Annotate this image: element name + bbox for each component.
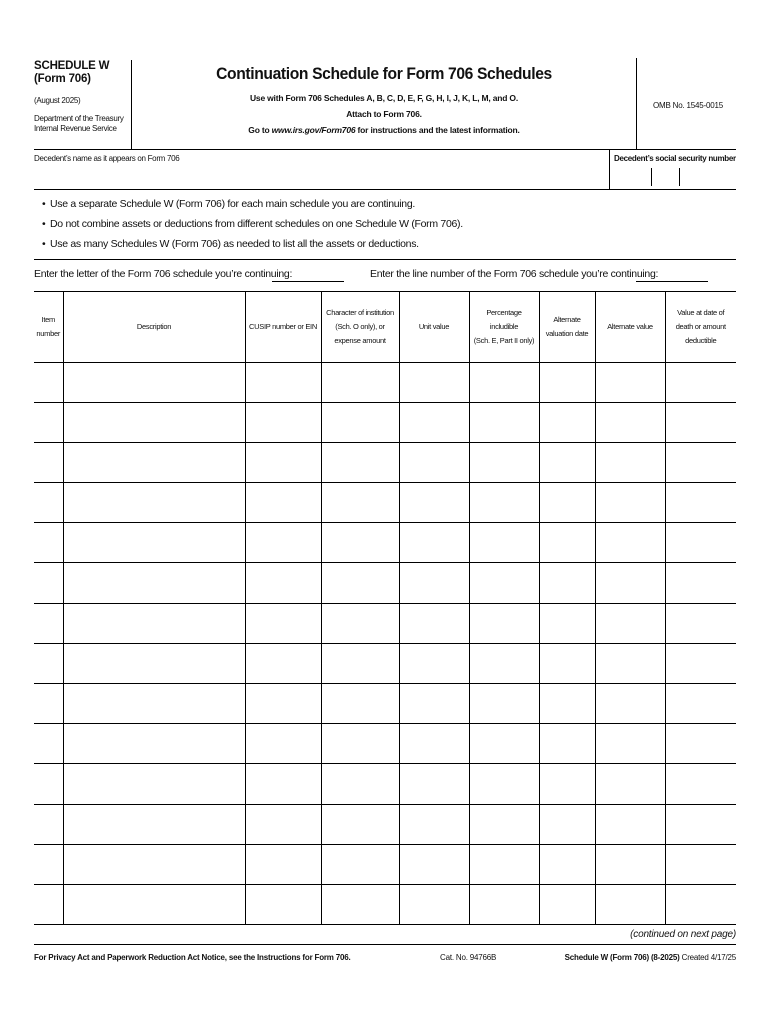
column-header-line: expense amount [334,335,386,345]
cell-cusip-ein[interactable] [245,804,321,844]
form-title: Continuation Schedule for Form 706 Schedules [216,64,552,83]
continued-note: (continued on next page) [34,929,736,945]
cell-character-of-institution[interactable] [321,362,399,402]
cell-value-at-death[interactable] [665,402,736,442]
cell-unit-value[interactable] [399,523,469,563]
omb-number: OMB No. 1545-0015 [653,101,723,110]
line-number-field[interactable] [636,281,708,282]
ssn-field[interactable] [609,150,736,190]
cell-cusip-ein[interactable] [245,442,321,482]
cell-percentage-includible[interactable] [469,643,539,683]
cell-value-at-death[interactable] [665,362,736,402]
column-header-item-number [34,292,63,362]
cell-value-at-death[interactable] [665,563,736,603]
cell-item-number[interactable] [34,684,63,724]
cell-alternate-value[interactable] [595,804,665,844]
column-header-line: Alternate value [607,321,653,331]
cell-alternate-valuation-date[interactable] [539,844,595,884]
table-row [34,563,736,603]
cell-percentage-includible[interactable] [469,884,539,924]
column-header-alternate-value [595,292,665,362]
cell-character-of-institution[interactable] [321,684,399,724]
cell-item-number[interactable] [34,483,63,523]
form-revision-footer: Schedule W (Form 706) (8-2025) Created 4/17/25 [564,953,736,963]
cell-character-of-institution[interactable] [321,483,399,523]
cell-description[interactable] [63,804,245,844]
cell-cusip-ein[interactable] [245,684,321,724]
instructions-list [34,190,736,260]
column-header-line: Character of institution [326,307,394,317]
table-row [34,724,736,764]
cell-character-of-institution[interactable] [321,804,399,844]
cell-character-of-institution[interactable] [321,523,399,563]
cell-description[interactable] [63,724,245,764]
schedule-letter-field[interactable] [272,281,344,282]
cell-percentage-includible[interactable] [469,442,539,482]
cell-value-at-death[interactable] [665,603,736,643]
cell-cusip-ein[interactable] [245,563,321,603]
cell-description[interactable] [63,402,245,442]
revision-date: (August 2025) [34,96,81,105]
form-number: (Form 706) [34,73,91,85]
cell-character-of-institution[interactable] [321,402,399,442]
cell-cusip-ein[interactable] [245,724,321,764]
table-row [34,402,736,442]
cell-alternate-value[interactable] [595,643,665,683]
column-header-line: includible [489,321,519,331]
table-row [34,643,736,683]
cell-character-of-institution[interactable] [321,724,399,764]
form-id-block [34,60,132,150]
agency-name: Internal Revenue Service [34,124,117,133]
cell-alternate-valuation-date[interactable] [539,442,595,482]
cell-unit-value[interactable] [399,402,469,442]
cell-alternate-value[interactable] [595,724,665,764]
form-page [34,58,736,965]
ssn-label: Decedent’s social security number [614,154,736,163]
cell-value-at-death[interactable] [665,764,736,804]
cell-percentage-includible[interactable] [469,844,539,884]
schedule-label: SCHEDULE W [34,60,110,72]
instruction-bullet: • Do not combine assets or deductions from different schedules on one Schedule W (Form 706). [42,218,463,230]
cell-item-number[interactable] [34,402,63,442]
cell-alternate-value[interactable] [595,362,665,402]
cell-unit-value[interactable] [399,603,469,643]
column-header-line: Unit value [418,321,450,331]
cell-item-number[interactable] [34,804,63,844]
cell-percentage-includible[interactable] [469,563,539,603]
cell-item-number[interactable] [34,844,63,884]
column-header-value-at-death [665,292,736,362]
cell-cusip-ein[interactable] [245,483,321,523]
cell-cusip-ein[interactable] [245,643,321,683]
cell-description[interactable] [63,442,245,482]
column-header-percentage-includible [469,292,539,362]
goto-text: Go to [248,125,272,135]
cell-item-number[interactable] [34,442,63,482]
table-body [34,362,736,925]
column-header-line: CUSIP number or EIN [249,321,317,331]
table-row [34,442,736,482]
cell-unit-value[interactable] [399,643,469,683]
cell-description[interactable] [63,483,245,523]
instruction-bullet: • Use a separate Schedule W (Form 706) for each main schedule you are continuing. [42,198,416,210]
cell-percentage-includible[interactable] [469,724,539,764]
column-header-line: deductible [685,335,717,345]
cell-percentage-includible[interactable] [469,603,539,643]
cell-alternate-value[interactable] [595,402,665,442]
cell-character-of-institution[interactable] [321,844,399,884]
cell-alternate-value[interactable] [595,603,665,643]
cell-alternate-valuation-date[interactable] [539,684,595,724]
cell-percentage-includible[interactable] [469,523,539,563]
cell-unit-value[interactable] [399,362,469,402]
column-header-line: Description [136,321,172,331]
cell-percentage-includible[interactable] [469,684,539,724]
cell-value-at-death[interactable] [665,442,736,482]
table-row [34,603,736,643]
cell-value-at-death[interactable] [665,643,736,683]
irs-link[interactable]: www.irs.gov/Form706 [271,125,356,135]
cell-description[interactable] [63,603,245,643]
cell-alternate-valuation-date[interactable] [539,804,595,844]
column-header-line: Value at date of [677,307,725,317]
cell-alternate-value[interactable] [595,563,665,603]
cell-alternate-valuation-date[interactable] [539,563,595,603]
cell-cusip-ein[interactable] [245,844,321,884]
omb-block [636,58,736,150]
column-header-unit-value [399,292,469,362]
cell-alternate-valuation-date[interactable] [539,643,595,683]
cell-description[interactable] [63,884,245,924]
cell-percentage-includible[interactable] [469,804,539,844]
cell-alternate-value[interactable] [595,442,665,482]
column-header-character-of-institution [321,292,399,362]
table-row [34,483,736,523]
table-row [34,884,736,924]
cell-character-of-institution[interactable] [321,563,399,603]
column-header-line: (Sch. O only), or [335,321,385,331]
cell-item-number[interactable] [34,523,63,563]
column-header-line: number [36,328,61,338]
cell-description[interactable] [63,643,245,683]
cell-unit-value[interactable] [399,764,469,804]
cell-item-number[interactable] [34,884,63,924]
decedent-row [34,150,736,190]
cell-alternate-valuation-date[interactable] [539,724,595,764]
column-header-line: Alternate [553,314,581,324]
cell-cusip-ein[interactable] [245,884,321,924]
cell-item-number[interactable] [34,724,63,764]
cell-description[interactable] [63,362,245,402]
cell-percentage-includible[interactable] [469,402,539,442]
column-header-alternate-valuation-date [539,292,595,362]
cell-alternate-value[interactable] [595,884,665,924]
cell-value-at-death[interactable] [665,483,736,523]
schedule-entry-row [34,260,736,292]
cell-unit-value[interactable] [399,804,469,844]
cell-description[interactable] [63,563,245,603]
column-header-description [63,292,245,362]
form-header [34,58,736,150]
decedent-name-field[interactable] [34,164,604,188]
instruction-line-1: Use with Form 706 Schedules A, B, C, D, E, F, G, H, I, J, K, L, M, and O. [249,93,518,103]
cell-description[interactable] [63,764,245,804]
catalog-number: Cat. No. 94766B [440,953,497,963]
cell-unit-value[interactable] [399,884,469,924]
cell-cusip-ein[interactable] [245,764,321,804]
instruction-line-3 [132,122,636,138]
cell-alternate-valuation-date[interactable] [539,523,595,563]
cell-value-at-death[interactable] [665,724,736,764]
cell-alternate-value[interactable] [595,844,665,884]
table-row [34,684,736,724]
table-row [34,764,736,804]
column-header-line: valuation date [545,328,589,338]
cell-alternate-valuation-date[interactable] [539,603,595,643]
cell-cusip-ein[interactable] [245,362,321,402]
cell-description[interactable] [63,523,245,563]
cell-alternate-valuation-date[interactable] [539,764,595,804]
cell-item-number[interactable] [34,603,63,643]
cell-value-at-death[interactable] [665,684,736,724]
department-name: Department of the Treasury [34,114,124,123]
cell-item-number[interactable] [34,764,63,804]
table-row [34,362,736,402]
cell-item-number[interactable] [34,563,63,603]
cell-unit-value[interactable] [399,684,469,724]
cell-alternate-valuation-date[interactable] [539,884,595,924]
cell-item-number[interactable] [34,643,63,683]
table-row [34,523,736,563]
cell-alternate-value[interactable] [595,483,665,523]
ssn-separator [679,168,680,186]
cell-alternate-value[interactable] [595,684,665,724]
cell-character-of-institution[interactable] [321,643,399,683]
column-header-line: death or amount [675,321,726,331]
cell-percentage-includible[interactable] [469,764,539,804]
cell-value-at-death[interactable] [665,844,736,884]
cell-character-of-institution[interactable] [321,442,399,482]
cell-percentage-includible[interactable] [469,483,539,523]
cell-character-of-institution[interactable] [321,603,399,643]
decedent-name-label: Decedent’s name as it appears on Form 706 [34,154,180,163]
table-header-row [34,292,736,362]
table-row [34,844,736,884]
cell-unit-value[interactable] [399,724,469,764]
title-block [132,58,636,150]
cell-percentage-includible[interactable] [469,362,539,402]
line-number-label: Enter the line number of the Form 706 schedule you’re continuing: [370,268,659,280]
cell-item-number[interactable] [34,362,63,402]
cell-unit-value[interactable] [399,563,469,603]
column-header-line: Percentage [486,307,522,317]
continuation-table [34,292,736,925]
cell-unit-value[interactable] [399,844,469,884]
cell-alternate-value[interactable] [595,523,665,563]
cell-value-at-death[interactable] [665,884,736,924]
table-row [34,804,736,844]
schedule-letter-label: Enter the letter of the Form 706 schedule you’re continuing: [34,268,293,280]
cell-character-of-institution[interactable] [321,884,399,924]
instruction-line-2: Attach to Form 706. [346,109,422,119]
cell-unit-value[interactable] [399,483,469,523]
cell-cusip-ein[interactable] [245,523,321,563]
cell-description[interactable] [63,844,245,884]
goto-suffix: for instructions and the latest information. [355,125,520,135]
ssn-separator [651,168,652,186]
cell-alternate-value[interactable] [595,764,665,804]
cell-cusip-ein[interactable] [245,603,321,643]
form-footer [34,945,736,965]
cell-character-of-institution[interactable] [321,764,399,804]
cell-unit-value[interactable] [399,442,469,482]
column-header-cusip-ein [245,292,321,362]
privacy-notice: For Privacy Act and Paperwork Reduction Act Notice, see the Instructions for Form 706. [34,953,351,963]
column-header-line: Item [41,314,55,324]
column-header-line: (Sch. E, Part II only) [473,335,535,345]
cell-alternate-valuation-date[interactable] [539,362,595,402]
instruction-bullet: • Use as many Schedules W (Form 706) as needed to list all the assets or deductions. [42,238,419,250]
cell-value-at-death[interactable] [665,523,736,563]
cell-value-at-death[interactable] [665,804,736,844]
cell-cusip-ein[interactable] [245,402,321,442]
cell-alternate-valuation-date[interactable] [539,402,595,442]
cell-alternate-valuation-date[interactable] [539,483,595,523]
cell-description[interactable] [63,684,245,724]
